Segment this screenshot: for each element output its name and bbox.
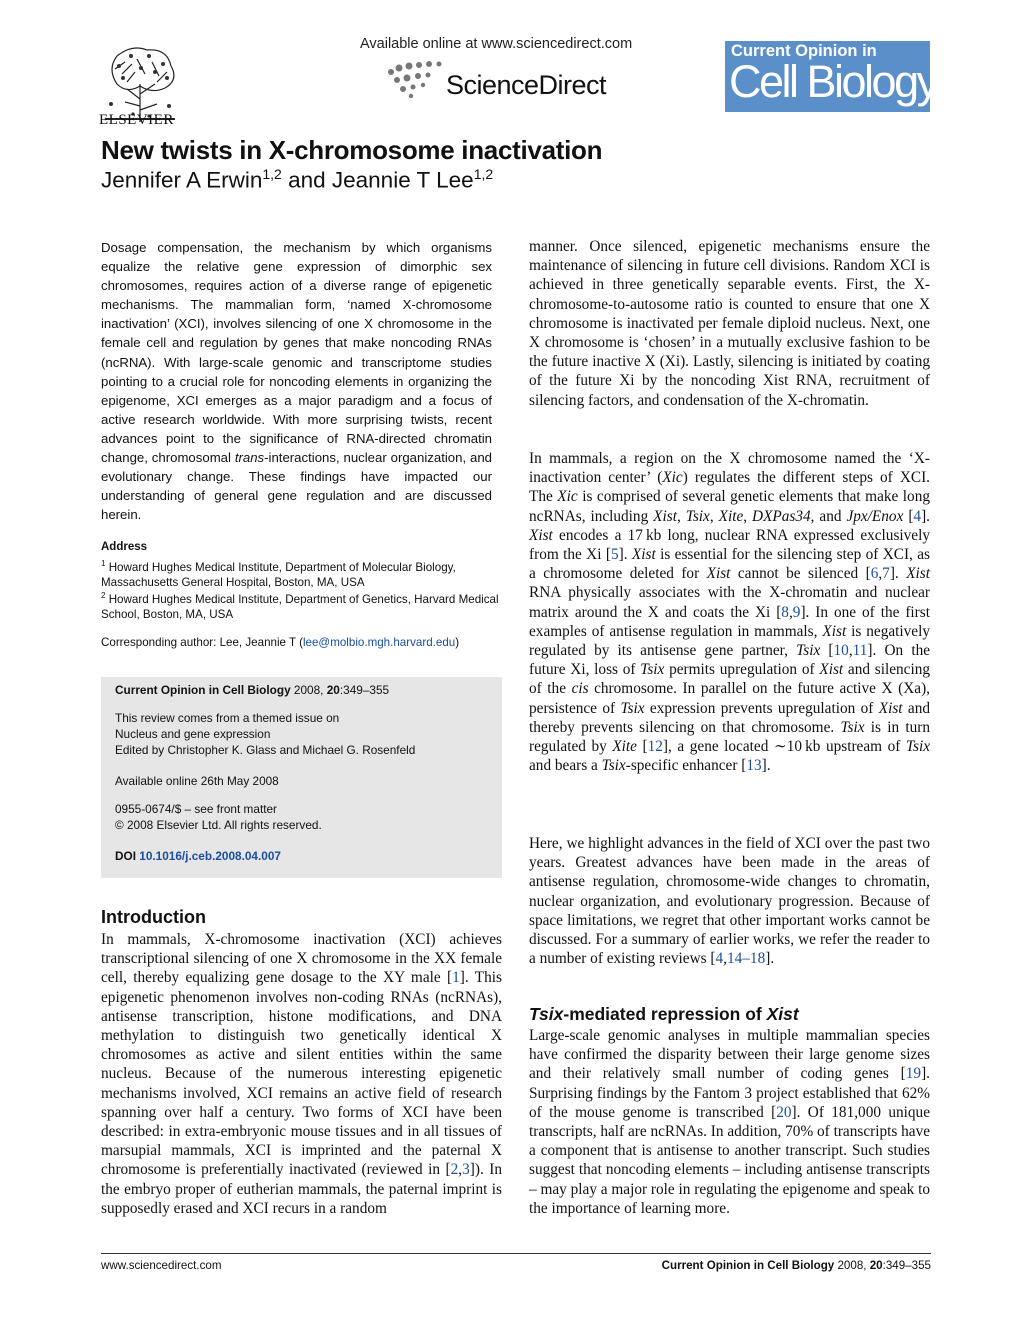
affiliation-number: 1: [101, 559, 106, 568]
citation-link[interactable]: 5: [610, 546, 619, 564]
citation-link[interactable]: 2: [450, 1161, 459, 1179]
section-heading-introduction: Introduction: [101, 907, 206, 927]
themed-issue-name: Nucleus and gene expression: [115, 727, 271, 741]
citation-link[interactable]: 8: [781, 603, 789, 621]
affiliation-marker: 1,2: [262, 166, 282, 182]
citation-link[interactable]: 10: [833, 642, 849, 660]
corresponding-author: [101, 636, 459, 649]
affiliation-text: Howard Hughes Medical Institute, Department of Molecular Biology, Massachusetts General Hospital, Boston, MA, USA: [101, 560, 456, 590]
right-paragraph-2: In mammals, a region on the X chromosome named the ‘X-inactivation center’ (Xic) regulates the different steps of XCI. The Xic is comprised of several genetic elements that make long ncRNAs, including Xist, Tsix, Xite, DXPas34, and Jpx/Enox [4]. Xist encodes a 17 kb long, nuclear RNA expressed exclusively from the Xi [5]. Xist is essential for the silencing step of XCI, as a chromosome deleted for Xist cannot be silenced [6,7]. Xist RNA physically associates with the X-chromatin and nuclear matrix around the X and coats the Xi [8,9]. In one of the first examples of antisense regulation in mammals, Xist is negatively regulated by its antisense gene partner, Tsix [10,11]. On the future Xi, loss of Tsix permits upregulation of Xist and silencing of the cis chromosome. In parallel on the future active X (Xa), persistence of Tsix expression prevents upregulation of Xist and thereby prevents silencing on that chromosome. Tsix is in turn regulated by Xite [12], a gene located ∼10 kb upstream of Tsix and bears a Tsix-specific enhancer [13].: [529, 450, 931, 775]
publisher-name: ELSEVIER: [99, 112, 174, 128]
citation-link[interactable]: 3: [462, 1161, 470, 1179]
sciencedirect-dots-icon: [385, 58, 445, 100]
copyright-line: © 2008 Elsevier Ltd. All rights reserved.: [115, 818, 322, 832]
journal-banner-large: Cell Biology: [729, 56, 937, 107]
corresponding-label: Corresponding author: Lee, Jeannie T (: [101, 636, 303, 649]
section-heading-tsix: [529, 1004, 799, 1025]
corresponding-close: ): [455, 636, 460, 649]
article-title: New twists in X-chromosome inactivation: [101, 135, 603, 165]
citation-link[interactable]: 12: [647, 738, 663, 756]
doi-link[interactable]: 10.1016/j.ceb.2008.04.007: [139, 849, 281, 863]
abstract: Dosage compensation, the mechanism by which organisms equalize the relative gene expression of dimorphic sex chromosomes, requires action of a diverse range of epigenetic mechanisms. The mammalian form, ‘named X-chromosome inactivation’ (XCI), involves silencing of one X chromosome in the female cell and regulation by genes that make noncoding RNAs (ncRNA). With large-scale genomic and transcriptome studies pointing to a crucial role for noncoding elements in organizing the epigenome, XCI emerges as a major paradigm and a focus of active research worldwide. With more surprising twists, recent advances point to the significance of RNA-directed chromatin change, chromosomal trans-interactions, nuclear organization, and evolutionary change. These findings have impacted our understanding of general gene regulation and are discussed herein.: [101, 240, 492, 523]
journal-name: Current Opinion in Cell Biology: [115, 683, 291, 697]
citation-link[interactable]: 7: [882, 565, 890, 583]
right-paragraph-3: Here, we highlight advances in the field of XCI over the past two years. Greatest advances have been made in the areas of antisense regulation, chromosome-wide changes to chromatin, nuclear organization, and evolutionary progression. Because of space limitations, we regret that other important works cannot be discussed. For a summary of earlier works, we refer the reader to a number of existing reviews [4,14–18].: [529, 835, 930, 968]
journal-banner-small: Current Opinion in: [731, 42, 877, 60]
author-name: Jennifer A Erwin: [101, 167, 263, 193]
footer-year: 2008,: [837, 1259, 867, 1272]
citation-link[interactable]: 13: [746, 757, 762, 775]
doi-line: [115, 849, 281, 865]
themed-issue-line: This review comes from a themed issue on: [115, 711, 340, 725]
affiliation-text: Howard Hughes Medical Institute, Department of Genetics, Harvard Medical School, Boston, MA, USA: [101, 592, 499, 622]
affiliation-2: [101, 588, 501, 623]
citation-link[interactable]: 9: [792, 603, 801, 621]
gene-name: Tsix: [529, 1004, 564, 1024]
citation-pages: :349–355: [339, 683, 390, 697]
citation-link[interactable]: 4: [715, 950, 724, 968]
citation-volume: 20: [326, 683, 340, 697]
citation-link[interactable]: 6: [870, 565, 879, 583]
issn-line: 0955-0674/$ – see front matter: [115, 802, 277, 816]
footer-website[interactable]: www.sciencedirect.com: [101, 1259, 222, 1272]
footer-divider: [101, 1253, 931, 1254]
affiliation-marker: 1,2: [473, 166, 494, 182]
sciencedirect-wordmark[interactable]: ScienceDirect: [446, 70, 607, 100]
gene-name: Xist: [766, 1004, 799, 1024]
citation-link[interactable]: 4: [913, 507, 922, 525]
address-heading: Address: [101, 541, 148, 553]
author-list: [101, 166, 493, 194]
author-conjunction: and: [288, 167, 326, 193]
editors-line: Edited by Christopher K. Glass and Michael G. Rosenfeld: [115, 743, 416, 757]
email-link[interactable]: lee@molbio.mgh.harvard.edu: [302, 636, 456, 649]
right-paragraph-4: Large-scale genomic analyses in multiple mammalian species have confirmed the disparity between their large genome sizes and their relatively small number of coding genes [19]. Surprising findings by the Fantom 3 project established that 62% of the mouse genome is transcribed [20]. Of 181,000 unique transcripts, half are ncRNAs. In addition, 70% of transcripts have a component that is antisense to another transcript. Such studies suggest that noncoding elements – including antisense transcripts – may play a major role in regulating the epigenome and speak to the importance of learning more.: [529, 1027, 931, 1217]
citation-link[interactable]: 14–18: [726, 950, 766, 968]
footer-volume: 20: [869, 1259, 883, 1272]
affiliation-1: [101, 556, 501, 591]
doi-label: DOI: [115, 849, 136, 863]
citation-line: [115, 683, 389, 699]
footer-citation: [640, 1259, 931, 1272]
affiliation-number: 2: [101, 591, 106, 600]
citation-link[interactable]: 11: [852, 642, 868, 660]
citation-year: 2008,: [293, 683, 324, 697]
citation-link[interactable]: 20: [776, 1103, 792, 1121]
introduction-paragraph: In mammals, X-chromosome inactivation (XCI) achieves transcriptional silencing of one X chromosome in the XX female cell, thereby equalizing gene dosage to the XY male [1]. This epigenetic phenomenon involves non-coding RNAs (ncRNAs), antisense transcription, histone modifications, and DNA methylation to distinguish two genetically identical X chromosomes as active and silent entities within the same nucleus. Because of the numerous interesting epigenetic mechanisms involved, XCI remains an active field of research spanning over half a century. Two forms of XCI have been described: in extra-embryonic mouse tissues and in all tissues of marsupial mammals, XCI is imprinted and the paternal X chromosome is preferentially inactivated (reviewed in [2,3]). In the embryo proper of eutherian mammals, the paternal imprint is supposedly erased and XCI recurs in a random: [101, 931, 502, 1217]
heading-text: -mediated repression of: [563, 1004, 767, 1024]
footer-journal: Current Opinion in Cell Biology: [661, 1259, 835, 1272]
citation-link[interactable]: 1: [452, 969, 460, 987]
author-name: Jeannie T Lee: [331, 167, 474, 193]
footer-pages: :349–355: [882, 1259, 931, 1272]
citation-link[interactable]: 19: [905, 1065, 922, 1083]
available-online-text: Available online at www.sciencedirect.com: [360, 36, 633, 52]
available-date: Available online 26th May 2008: [115, 774, 279, 788]
right-paragraph-1: manner. Once silenced, epigenetic mechanisms ensure the maintenance of silencing in future cell divisions. Random XCI is achieved in three genetically separable events. First, the X-chromosome-to-autosome ratio is counted to ensure that one X chromosome is inactivated per female diploid nucleus. Next, one X chromosome is ‘chosen’ in a mutually exclusive fashion to be the future inactive X (Xi). Lastly, silencing is initiated by coating of the future Xi by the noncoding Xist RNA, recruitment of silencing factors, and condensation of the X-chromatin.: [529, 238, 930, 409]
